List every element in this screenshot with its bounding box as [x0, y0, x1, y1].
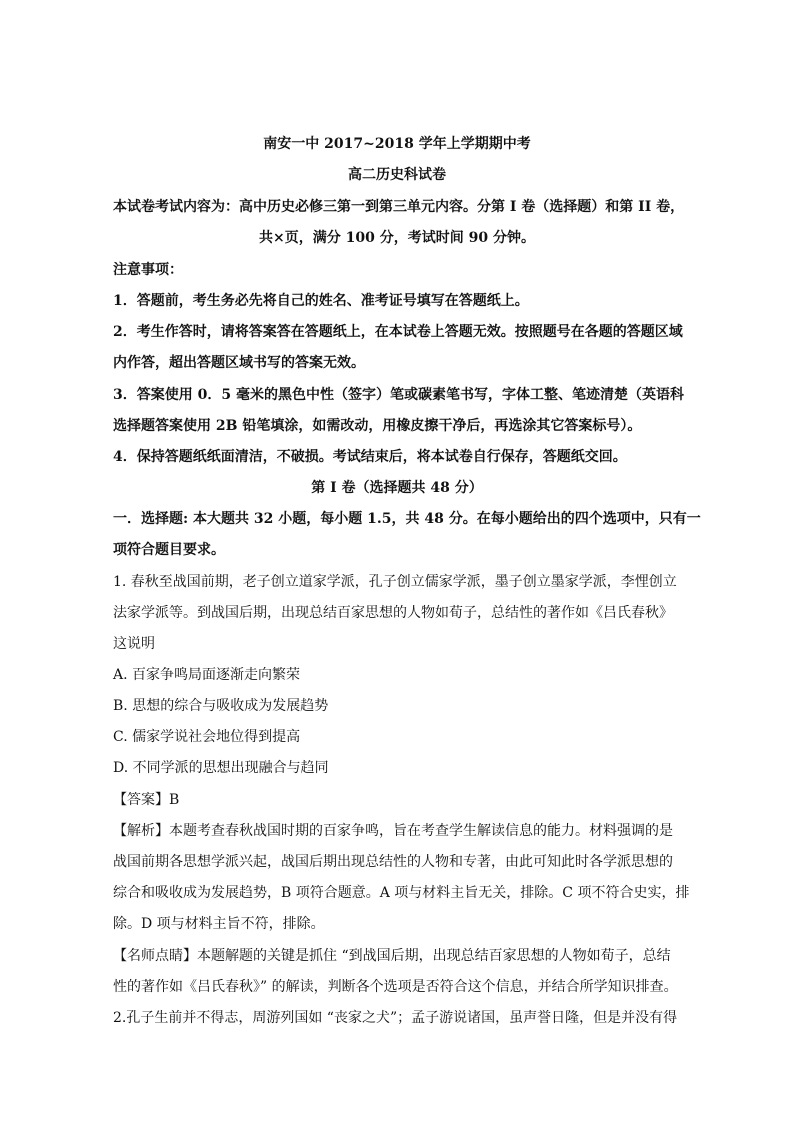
question-1-answer: 【答案】B — [113, 792, 180, 808]
question-2-stem-line-1: 2.孔子生前并不得志，周游列国如 “丧家之犬”；孟子游说诸国，虽声誉日隆，但是并没有得 — [113, 1010, 678, 1026]
notes-item-2-line-2: 内作答，超出答题区域书写的答案无效。 — [113, 355, 365, 371]
notes-item-3-line-1: 3．答案使用 0．5 毫米的黑色中性（签字）笔或碳素笔书写，字体工整、笔迹清楚（英语科 — [113, 387, 684, 403]
notes-item-3-line-2: 选择题答案使用 2B 铅笔填涂，如需改动，用橡皮擦干净后，再选涂其它答案标号）。 — [113, 418, 642, 434]
question-1-tip-line-2: 性的著作如《吕氏春秋》” 的解读，判断各个选项是否符合这个信息，并结合所学知识排查。 — [113, 979, 678, 995]
notes-item-4: 4．保持答题纸纸面清洁，不破损。考试结束后，将本试卷自行保存，答题纸交回。 — [113, 449, 627, 465]
question-1-analysis-line-4: 除。D 项与材料主旨不符，排除。 — [113, 916, 325, 932]
exam-subtitle: 高二历史科试卷 — [348, 167, 446, 183]
section-instructions-line-2: 项符合题目要求。 — [113, 542, 225, 558]
notes-heading: 注意事项： — [113, 262, 183, 278]
question-1-stem-line-1: 1. 春秋至战国前期，老子创立道家学派，孔子创立儒家学派，墨子创立墨家学派，李悝创立 — [113, 574, 677, 590]
question-1-option-a: A. 百家争鸣局面逐渐走向繁荣 — [113, 667, 301, 683]
question-1-analysis-line-2: 战国前期各思想学派兴起，战国后期出现总结性的人物和专著，由此可知此时各学派思想的 — [113, 854, 673, 870]
question-1-option-b: B. 思想的综合与吸收成为发展趋势 — [113, 698, 329, 714]
section-instructions-line-1: 一．选择题: 本大题共 32 小题，每小题 1.5，共 48 分。在每小题给出的四个选项中，只有一 — [113, 511, 701, 527]
intro-line-1: 本试卷考试内容为：高中历史必修三第一到第三单元内容。分第 I 卷（选择题）和第 II 卷， — [113, 199, 685, 215]
question-1-analysis-line-3: 综合和吸收成为发展趋势，B 项符合题意。A 项与材料主旨无关，排除。C 项不符合史实，排 — [113, 885, 690, 901]
question-1-option-c: C. 儒家学说社会地位得到提高 — [113, 729, 301, 745]
question-1-stem-line-3: 这说明 — [113, 636, 155, 652]
question-1-stem-line-2: 法家学派等。到战国后期，出现总结百家思想的人物如荀子，总结性的著作如《吕氏春秋》 — [113, 605, 673, 621]
exam-title: 南安一中 2017~2018 学年上学期期中考 — [263, 136, 531, 152]
notes-item-2-line-1: 2．考生作答时，请将答案答在答题纸上，在本试卷上答题无效。按照题号在各题的答题区域 — [113, 324, 683, 340]
intro-line-2: 共×页，满分 100 分，考试时间 90 分钟。 — [259, 230, 535, 246]
question-1-analysis-line-1: 【解析】本题考查春秋战国时期的百家争鸣，旨在考查学生解读信息的能力。材料强调的是 — [113, 823, 673, 839]
question-1-option-d: D. 不同学派的思想出现融合与趋同 — [113, 760, 329, 776]
notes-item-1: 1．答题前，考生务必先将自己的姓名、准考证号填写在答题纸上。 — [113, 293, 529, 309]
question-1-tip-line-1: 【名师点睛】本题解题的关键是抓住 “到战国后期，出现总结百家思想的人物如荀子，总结 — [113, 948, 671, 964]
section-title: 第 I 卷（选择题共 48 分） — [311, 480, 483, 496]
